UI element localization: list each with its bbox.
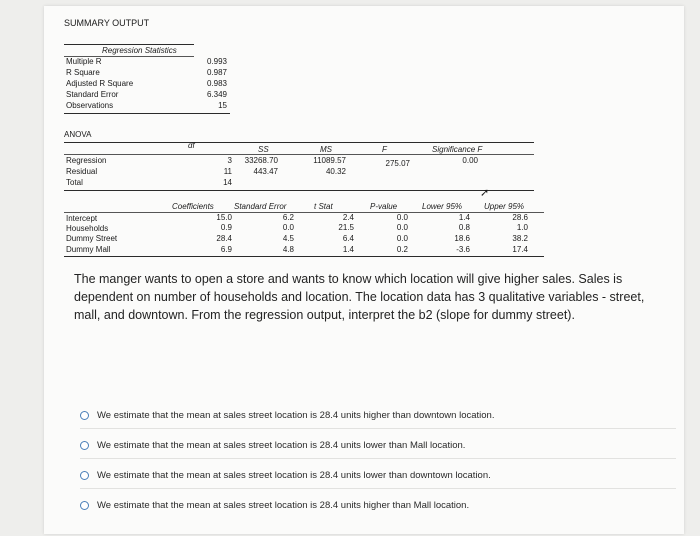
coef-upper: 38.2 [512, 234, 528, 243]
reg-stats-top-rule [64, 44, 194, 45]
anova-f: 275.07 [385, 159, 410, 168]
coef-upper: 1.0 [516, 223, 528, 232]
answer-option-label: We estimate that the mean at sales street location is 28.4 units higher than downtown location. [97, 410, 495, 421]
coef-value: 28.4 [216, 234, 232, 243]
coef-value: 15.0 [216, 213, 232, 222]
reg-stat-value: 6.349 [206, 90, 227, 99]
coef-row-label: Dummy Street [66, 234, 118, 243]
coef-p: 0.0 [396, 213, 408, 222]
anova-row-label: Total [66, 178, 83, 187]
anova-header-rule [64, 154, 534, 155]
coef-header-rule [64, 212, 544, 213]
anova-header-ss: SS [258, 145, 269, 154]
radio-button-icon[interactable] [80, 471, 89, 480]
coef-p: 0.0 [396, 223, 408, 232]
anova-header-f: F [382, 145, 387, 154]
summary-title: SUMMARY OUTPUT [64, 18, 150, 28]
coef-p: 0.2 [396, 245, 408, 254]
coef-lower: 1.4 [458, 213, 470, 222]
question-text: The manger wants to open a store and wants to know which location will give higher sales. Sales is dependent on number of households and location. The location data has 3 qualitative variables - street, mall, and downtown. From the regression output, interpret the b2 (slope for dummy street). [74, 272, 645, 322]
anova-df: 11 [223, 167, 232, 176]
answer-option-label: We estimate that the mean at sales street location is 28.4 units lower than downtown location. [97, 470, 491, 481]
anova-sigf: 0.00 [462, 156, 478, 165]
reg-stat-label: Adjusted R Square [66, 79, 134, 88]
coef-header-coef: Coefficients [172, 202, 214, 211]
coef-lower: -3.6 [456, 245, 470, 254]
coef-value: 6.9 [220, 245, 232, 254]
radio-button-icon[interactable] [80, 501, 89, 510]
reg-stat-value: 0.983 [206, 79, 227, 88]
coef-header-p: P-value [370, 202, 398, 211]
answer-option-label: We estimate that the mean at sales street location is 28.4 units higher than Mall location. [97, 500, 470, 511]
coef-se: 6.2 [282, 213, 294, 222]
anova-row-label: Residual [66, 167, 98, 176]
option-divider [80, 428, 676, 429]
anova-df: 14 [223, 178, 232, 187]
reg-stat-label: Observations [66, 101, 114, 110]
answer-option[interactable] [80, 500, 469, 511]
answer-option[interactable] [80, 410, 494, 421]
anova-ss: 33268.70 [244, 156, 278, 165]
coef-header-t: t Stat [314, 202, 333, 211]
coef-lower: 18.6 [454, 234, 470, 243]
anova-row-label: Regression [66, 156, 107, 165]
anova-ms: 11089.57 [313, 156, 346, 165]
coef-header-lower: Lower 95% [422, 202, 463, 211]
coef-se: 0.0 [282, 223, 294, 232]
document-page [44, 6, 684, 534]
radio-button-icon[interactable] [80, 441, 89, 450]
anova-header-sigf: Significance F [432, 145, 483, 154]
coef-row-label: Intercept [66, 214, 98, 223]
option-divider [80, 458, 676, 459]
anova-ms: 40.32 [325, 167, 346, 176]
answer-option[interactable] [80, 470, 491, 481]
coef-se: 4.5 [282, 234, 294, 243]
anova-df: 3 [227, 156, 232, 165]
option-divider [80, 488, 676, 489]
anova-header-df: df [188, 141, 195, 150]
reg-stat-label: R Square [66, 68, 100, 77]
coef-t: 21.5 [338, 223, 354, 232]
coef-se: 4.8 [282, 245, 294, 254]
coef-upper: 28.6 [512, 213, 528, 222]
coef-p: 0.0 [396, 234, 408, 243]
coef-header-upper: Upper 95% [484, 202, 525, 211]
reg-stats-header: Regression Statistics [102, 46, 177, 55]
reg-stat-label: Multiple R [66, 57, 102, 66]
reg-stat-label: Standard Error [66, 90, 119, 99]
reg-stats-bottom-rule [64, 113, 230, 114]
coef-upper: 17.4 [512, 245, 528, 254]
coef-row-label: Households [66, 224, 109, 233]
coef-row-label: Dummy Mall [66, 245, 111, 254]
anova-header-ms: MS [320, 145, 332, 154]
anova-ss: 443.47 [253, 167, 278, 176]
radio-button-icon[interactable] [80, 411, 89, 420]
coef-lower: 0.8 [458, 223, 470, 232]
coef-header-se: Standard Error [234, 202, 287, 211]
coef-t: 6.4 [342, 234, 354, 243]
reg-stat-value: 15 [218, 101, 227, 110]
anova-bottom-rule [64, 190, 534, 191]
anova-title: ANOVA [64, 130, 92, 139]
reg-stat-value: 0.987 [206, 68, 227, 77]
cursor-arrow-icon: ➚ [480, 187, 490, 199]
coef-value: 0.9 [220, 223, 232, 232]
coef-t: 2.4 [342, 213, 354, 222]
coef-t: 1.4 [342, 245, 354, 254]
answer-option[interactable] [80, 440, 465, 451]
reg-stat-value: 0.993 [206, 57, 227, 66]
answer-option-label: We estimate that the mean at sales street location is 28.4 units lower than Mall location. [97, 440, 466, 451]
anova-top-rule [64, 142, 534, 143]
coef-bottom-rule [64, 256, 544, 257]
